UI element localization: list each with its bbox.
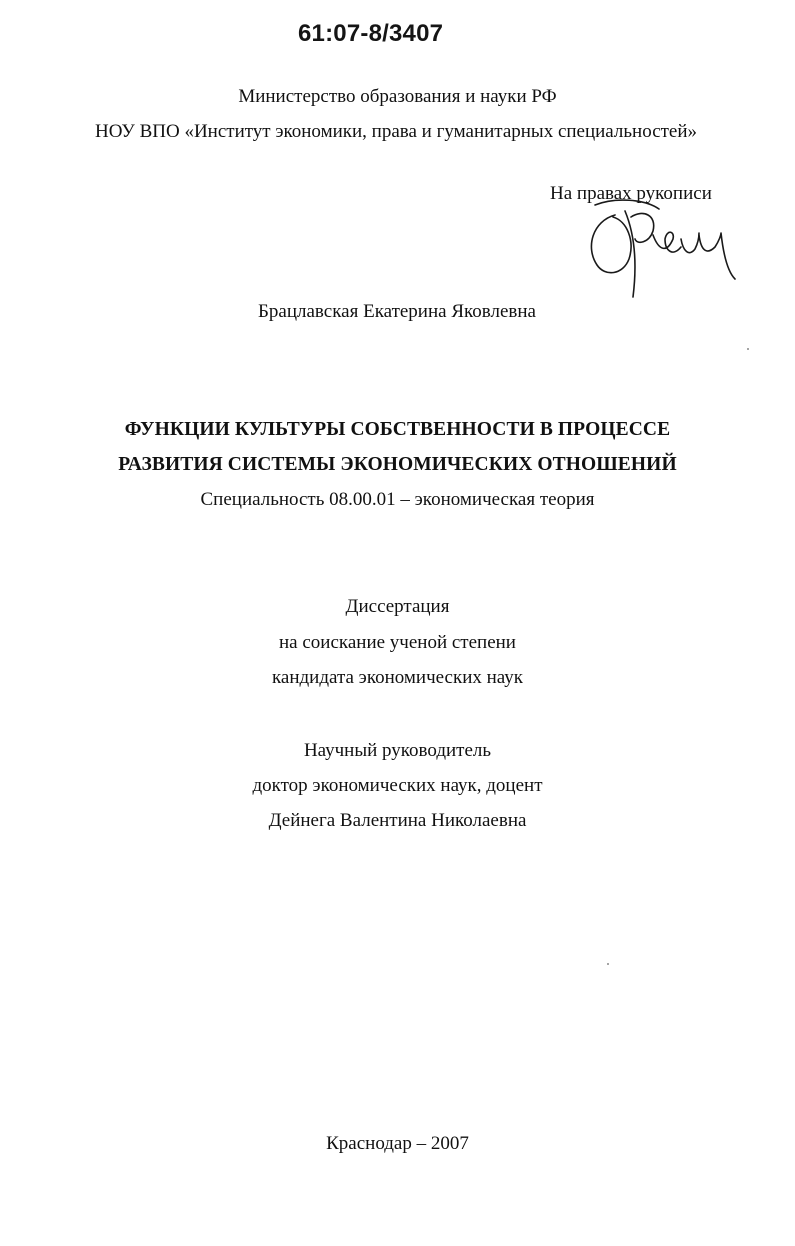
- scan-speck: [747, 348, 749, 350]
- specialty: Специальность 08.00.01 – экономическая теория: [200, 489, 595, 510]
- supervisor-label: Научный руководитель: [303, 740, 492, 761]
- author-name: Брацлавская Екатерина Яковлевна: [258, 301, 536, 322]
- scan-speck: [607, 963, 609, 965]
- dissertation-label: Диссертация: [345, 596, 450, 617]
- ministry-name: Министерство образования и науки РФ: [238, 86, 557, 107]
- manuscript-note: На правах рукописи: [550, 183, 712, 204]
- institution-name: НОУ ВПО «Институт экономики, права и гуманитарных специальностей»: [95, 121, 698, 142]
- archive-stamp: 61:07-8/3407: [298, 20, 444, 47]
- dissertation-title-line-2: РАЗВИТИЯ СИСТЕМЫ ЭКОНОМИЧЕСКИХ ОТНОШЕНИЙ: [118, 454, 677, 475]
- dissertation-title-line-1: ФУНКЦИИ КУЛЬТУРЫ СОБСТВЕННОСТИ В ПРОЦЕССЕ: [124, 419, 671, 440]
- handwritten-signature: [575, 195, 750, 305]
- degree-field: кандидата экономических наук: [271, 667, 524, 688]
- city-year: Краснодар – 2007: [326, 1133, 469, 1154]
- supervisor-degree: доктор экономических наук, доцент: [252, 775, 543, 796]
- degree-line: на соискание ученой степени: [279, 632, 516, 653]
- supervisor-name: Дейнега Валентина Николаевна: [268, 810, 527, 831]
